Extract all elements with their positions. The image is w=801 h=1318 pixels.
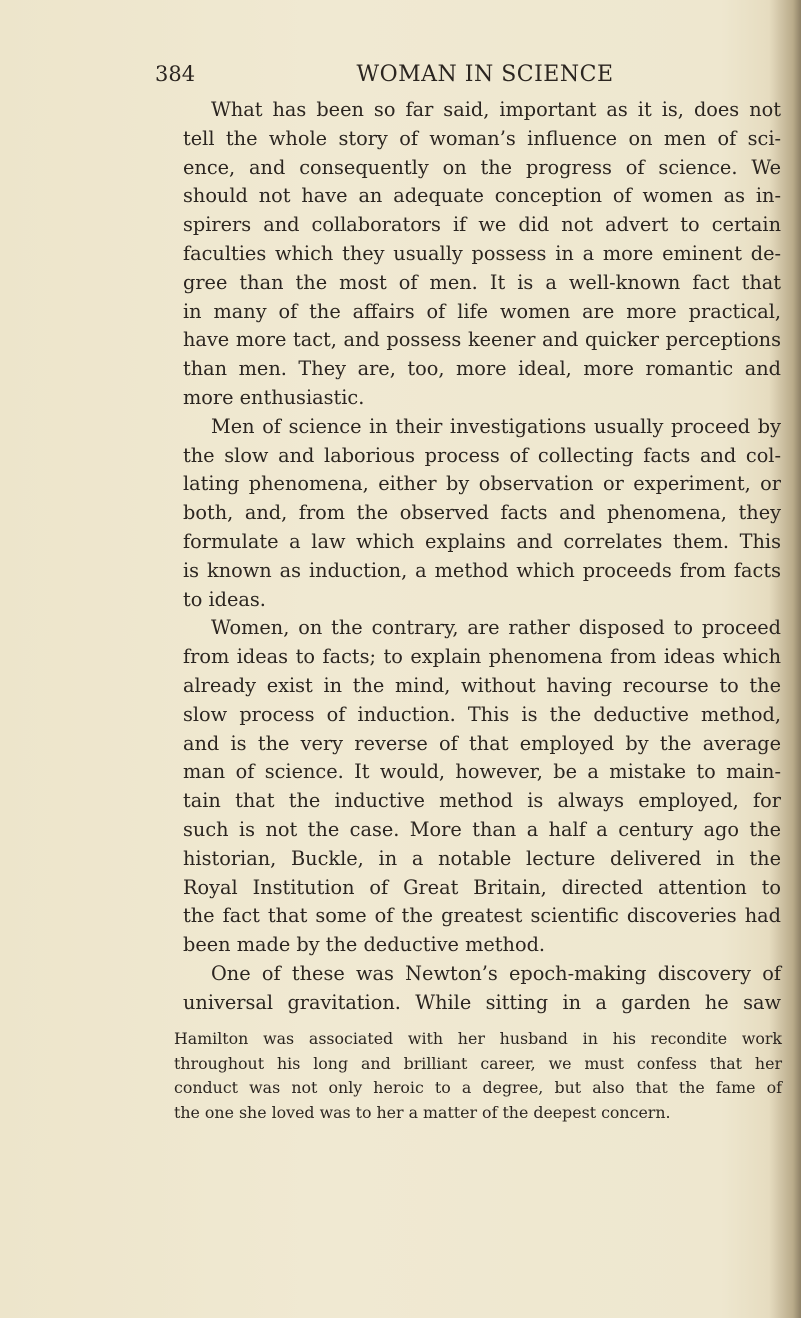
footnote bbox=[174, 1027, 782, 1125]
text-line: Men of science in their investigations usually proceed by bbox=[211, 414, 781, 438]
text-line: in many of the affairs of life women are more practical, bbox=[183, 299, 781, 323]
text-line: already exist in the mind, without having recourse to the bbox=[183, 673, 781, 697]
text-line: more enthusiastic. bbox=[183, 385, 365, 409]
text-line: should not have an adequate conception of women as in- bbox=[183, 184, 781, 208]
running-header bbox=[155, 62, 775, 92]
text-line: from ideas to facts; to explain phenomena from ideas which bbox=[183, 645, 781, 669]
text-line: spirers and collaborators if we did not advert to certain bbox=[183, 213, 781, 237]
footnote-line: throughout his long and brilliant career, we must confess that her bbox=[174, 1053, 782, 1073]
text-line: Women, on the contrary, are rather disposed to proceed bbox=[211, 616, 781, 640]
footnote-line: Hamilton was associated with her husband in his recondite work bbox=[174, 1029, 782, 1048]
text-line: ence, and consequently on the progress of science. We bbox=[183, 155, 781, 179]
text-line: than men. They are, too, more ideal, more romantic and bbox=[183, 357, 781, 381]
text-line: tell the whole story of woman’s influence on men of sci- bbox=[183, 126, 781, 150]
text-line: to ideas. bbox=[183, 587, 266, 611]
text-line: historian, Buckle, in a notable lecture delivered in the bbox=[183, 846, 781, 870]
text-line: Royal Institution of Great Britain, directed attention to bbox=[183, 875, 781, 899]
text-line: and is the very reverse of that employed by the average bbox=[183, 731, 781, 755]
body-text bbox=[183, 96, 781, 1018]
text-line: formulate a law which explains and correlates them. This bbox=[183, 529, 781, 553]
text-line: both, and, from the observed facts and phenomena, they bbox=[183, 501, 781, 525]
footnote-line: the one she loved was to her a matter of the deepest concern. bbox=[174, 1102, 671, 1122]
text-line: been made by the deductive method. bbox=[183, 933, 546, 957]
text-line: gree than the most of men. It is a well-known fact that bbox=[183, 270, 781, 294]
text-line: man of science. It would, however, be a mistake to main- bbox=[183, 760, 781, 784]
text-line: the fact that some of the greatest scientific discoveries had bbox=[183, 904, 781, 928]
running-title: WOMAN IN SCIENCE bbox=[356, 62, 614, 87]
text-line: tain that the inductive method is always employed, for bbox=[183, 789, 781, 813]
text-line: One of these was Newton’s epoch-making discovery of bbox=[211, 961, 781, 985]
text-line: is known as induction, a method which proceeds from facts bbox=[183, 558, 781, 582]
footnote-line: conduct was not only heroic to a degree, but also that the fame of bbox=[174, 1078, 782, 1097]
text-line: have more tact, and possess keener and quicker perceptions bbox=[183, 328, 781, 352]
text-line: such is not the case. More than a half a century ago the bbox=[183, 817, 781, 841]
text-line: lating phenomena, either by observation or experiment, or bbox=[183, 472, 781, 496]
page-number: 384 bbox=[155, 62, 196, 86]
text-line: the slow and laborious process of collecting facts and col- bbox=[183, 443, 781, 467]
text-line: slow process of induction. This is the deductive method, bbox=[183, 702, 781, 726]
text-line: What has been so far said, important as it is, does not bbox=[211, 98, 781, 121]
text-line: faculties which they usually possess in a more eminent de- bbox=[183, 241, 781, 265]
text-line: universal gravitation. While sitting in a garden he saw bbox=[183, 990, 781, 1014]
